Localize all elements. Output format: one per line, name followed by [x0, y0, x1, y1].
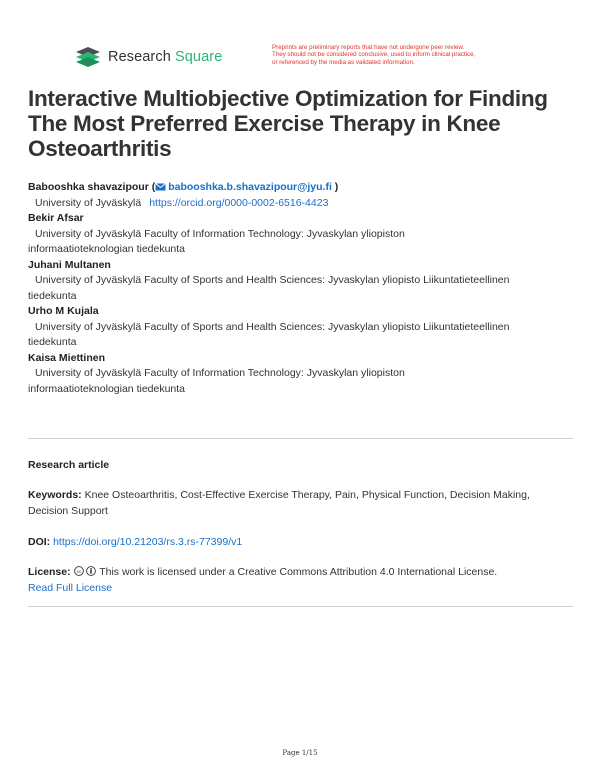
doi	[28, 535, 573, 551]
doi-link[interactable]: https://doi.org/10.21203/rs.3.rs-77399/v1	[53, 536, 243, 548]
author-affiliation-cont: tiedekunta	[28, 336, 77, 348]
author-email-link[interactable]: babooshka.b.shavazipour@jyu.fi	[168, 181, 332, 193]
author-affiliation: University of Jyväskylä https://orcid.org/0000-0002-6516-4423	[35, 196, 329, 209]
attribution-icon	[86, 566, 96, 576]
author-affiliation: University of Jyväskylä Faculty of Information Technology: Jyvaskylan yliopiston	[35, 227, 405, 240]
header	[74, 46, 594, 72]
author-list	[28, 180, 573, 397]
author-affiliation-cont: tiedekunta	[28, 289, 77, 302]
read-full-license-link[interactable]: Read Full License	[28, 581, 113, 594]
disclaimer-line: They should not be considered conclusive, used to inform clinical practice,	[272, 51, 476, 59]
envelope-icon	[155, 183, 166, 191]
author-affiliation-cont: informaatioteknologian tiedekunta	[28, 243, 186, 255]
keywords-label: Keywords:	[28, 489, 82, 501]
divider	[28, 438, 573, 439]
logo-text: Research Square	[108, 49, 223, 65]
author-name: Bekir Afsar	[28, 212, 84, 224]
svg-text:cc: cc	[76, 568, 81, 574]
author-affiliation: University of Jyväskylä Faculty of Sports and Health Sciences: Jyvaskylan yliopisto Liikuntatieteellinen	[35, 274, 510, 286]
author-affiliation: University of Jyväskylä Faculty of Information Technology: Jyvaskylan yliopiston	[35, 367, 405, 379]
doi-label: DOI:	[28, 536, 51, 548]
orcid-link[interactable]: https://orcid.org/0000-0002-6516-4423	[149, 196, 329, 209]
license-label: License:	[28, 566, 71, 578]
author-name: Babooshka shavazipour	[28, 181, 149, 193]
disclaimer-line: Preprints are preliminary reports that have not undergone peer review.	[272, 44, 465, 51]
license-text: This work is licensed under a Creative Commons Attribution 4.0 International License.	[99, 566, 498, 578]
author-affiliation: University of Jyväskylä Faculty of Sports and Health Sciences: Jyvaskylan yliopisto Liikuntatieteellinen	[35, 320, 510, 333]
divider	[28, 606, 573, 607]
author-name: Juhani Multanen	[28, 258, 111, 271]
page-number: Page 1/15	[282, 749, 318, 757]
research-square-logo[interactable]	[74, 46, 222, 68]
paper-title: Interactive Multiobjective Optimization for Finding The Most Preferred Exercise Therapy in Knee Osteoarthritis	[28, 86, 548, 161]
article-type: Research article	[28, 459, 110, 471]
research-square-logo-icon	[74, 46, 102, 68]
keywords-text: Knee Osteoarthritis, Cost-Effective Exercise Therapy, Pain, Physical Function, Decision Making,	[84, 489, 530, 501]
author-entry: Babooshka shavazipour ( babooshka.b.shavazipour@jyu.fi )	[28, 181, 339, 193]
author-name: Urho M Kujala	[28, 305, 99, 317]
keywords	[28, 488, 573, 519]
creative-commons-icon	[74, 566, 84, 576]
license	[28, 565, 573, 596]
preprint-disclaimer	[272, 44, 592, 66]
disclaimer-line: or referenced by the media as validated information.	[272, 58, 415, 66]
author-affiliation-cont: informaatioteknologian tiedekunta	[28, 382, 186, 395]
author-name: Kaisa Miettinen	[28, 351, 106, 364]
keywords-text-cont: Decision Support	[28, 504, 108, 517]
